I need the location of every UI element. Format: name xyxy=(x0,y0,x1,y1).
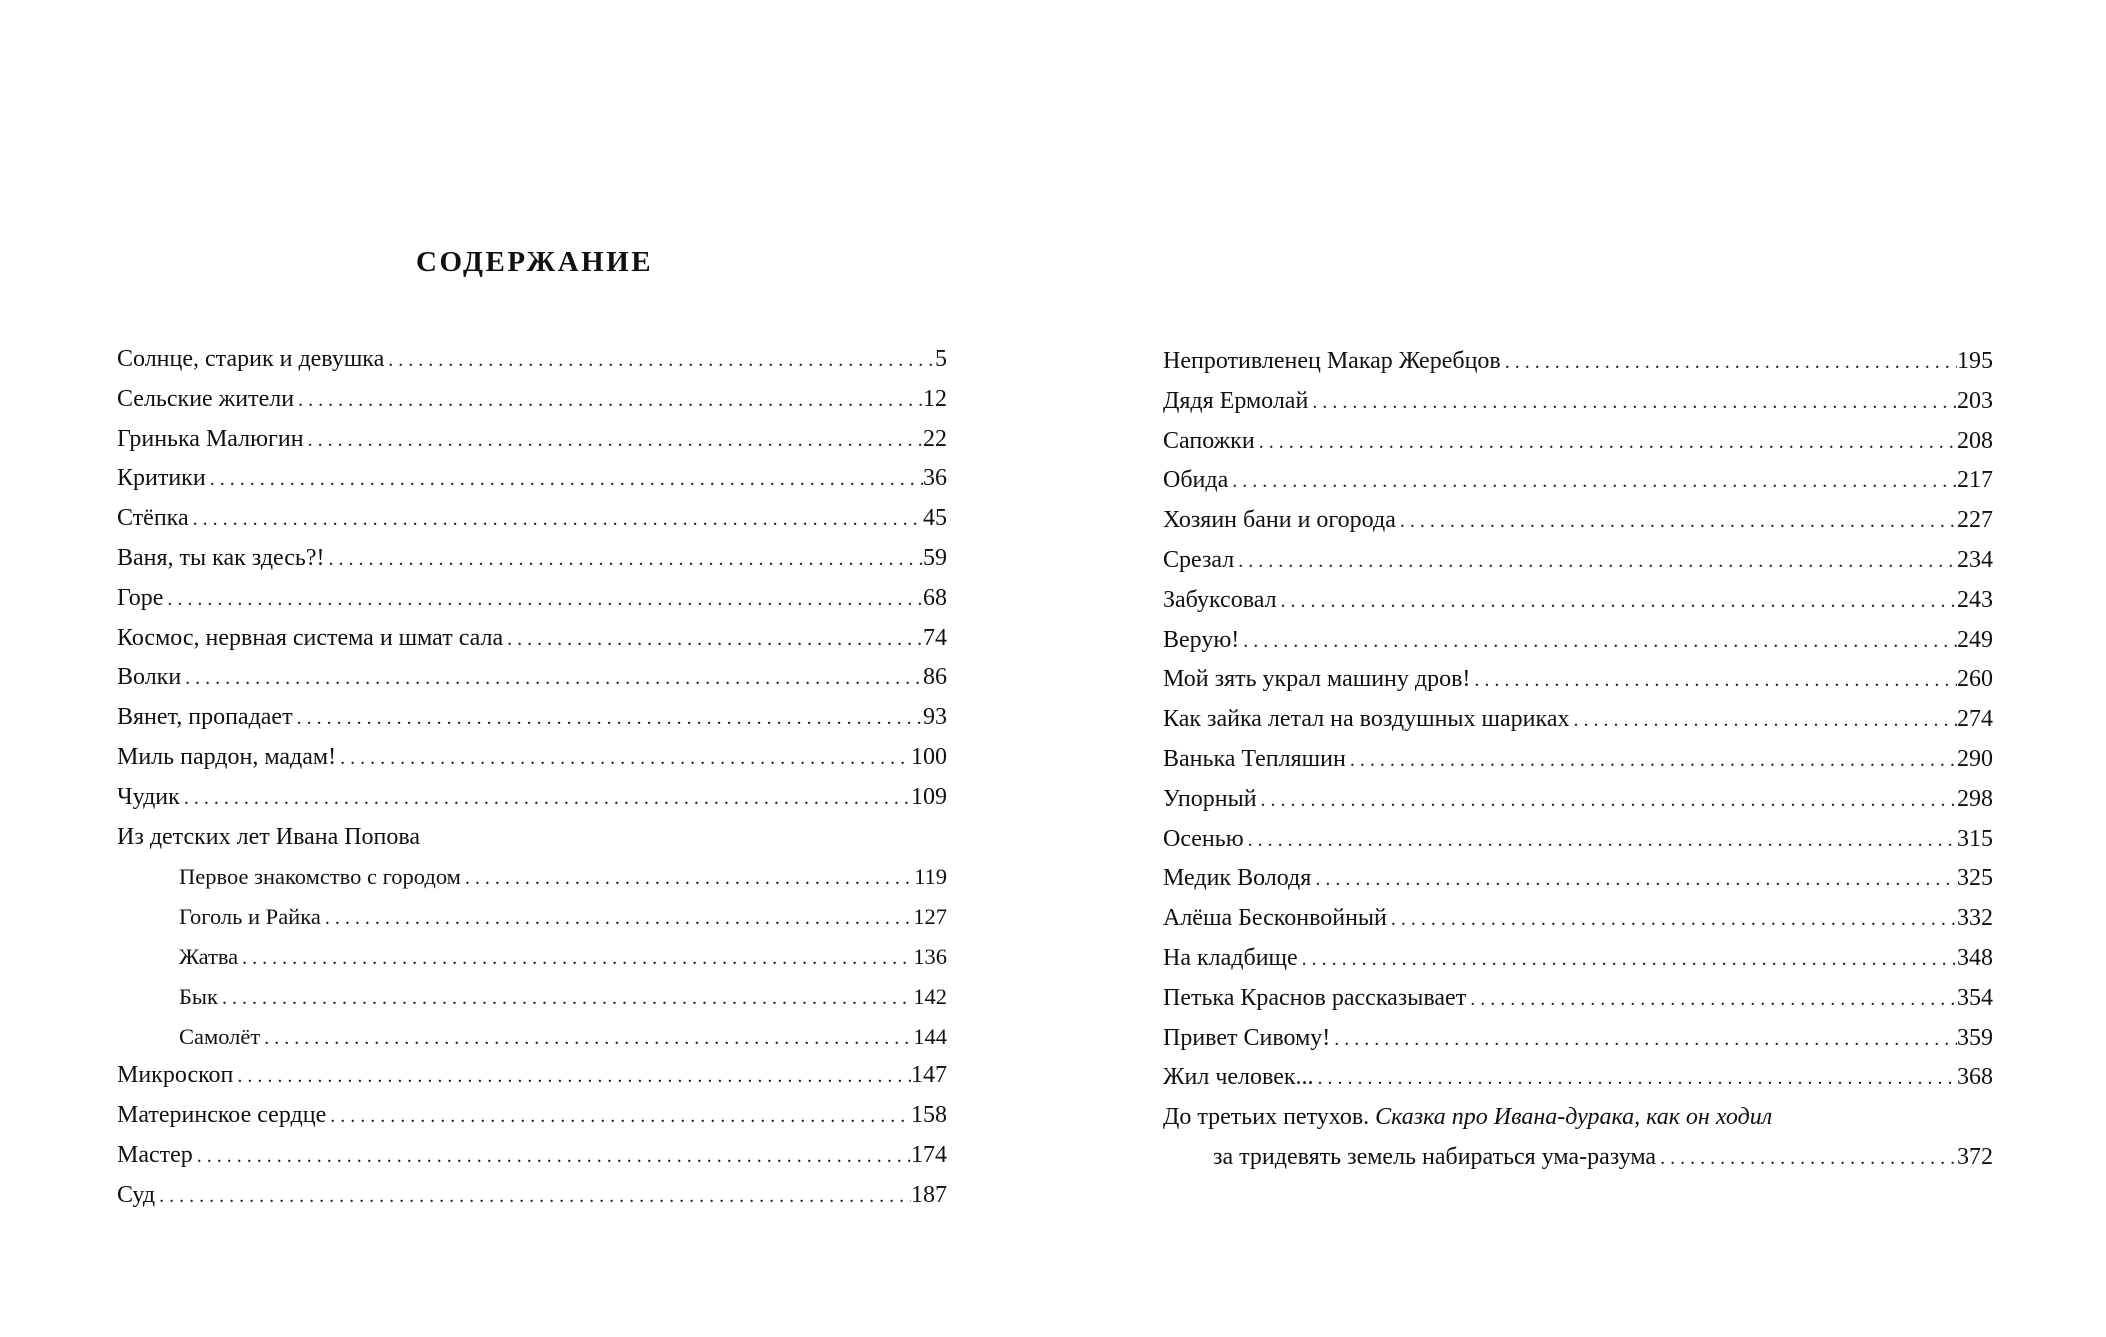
toc-entry-title: Жатва xyxy=(179,943,239,969)
toc-entry-title: Ваня, ты как здесь?! xyxy=(117,544,325,571)
toc-entry[interactable] xyxy=(117,380,947,420)
toc-page-number: 74 xyxy=(923,624,947,651)
toc-page-number: 147 xyxy=(911,1062,947,1089)
toc-page-number: 195 xyxy=(1957,348,1993,374)
toc-page-number: 274 xyxy=(1957,706,1993,733)
toc-page-number: 325 xyxy=(1957,865,1993,892)
toc-entry-title: Осенью xyxy=(1163,825,1244,852)
toc-entry[interactable] xyxy=(117,738,947,778)
toc-entry-last-line2[interactable] xyxy=(1163,1138,1993,1178)
dot-leader xyxy=(1255,423,1957,463)
toc-entry[interactable] xyxy=(1163,740,1993,780)
dot-leader xyxy=(1308,383,1957,423)
toc-entry-title: Упорный xyxy=(1163,785,1257,812)
toc-page-number: 86 xyxy=(923,664,947,691)
dot-leader xyxy=(336,739,911,779)
dot-leader xyxy=(384,341,935,381)
dot-leader xyxy=(1396,502,1957,542)
toc-entry[interactable] xyxy=(117,1056,947,1096)
toc-entry[interactable] xyxy=(117,658,947,698)
toc-section-title: Из детских лет Ивана Попова xyxy=(117,823,421,850)
dot-leader xyxy=(326,1097,911,1137)
dot-leader xyxy=(1298,940,1957,980)
toc-entry-title: Хозяин бани и огорода xyxy=(1163,507,1396,534)
toc-entry-last-line1[interactable] xyxy=(1163,1098,1993,1138)
toc-page-number: 109 xyxy=(911,783,947,810)
dot-leader xyxy=(181,659,923,699)
toc-page-number: 315 xyxy=(1957,825,1993,852)
toc-entry-title: Забуксовал xyxy=(1163,586,1277,613)
toc-entry[interactable] xyxy=(117,1136,947,1176)
dot-leader xyxy=(1470,661,1957,701)
toc-page-number: 372 xyxy=(1957,1143,1993,1170)
dot-leader xyxy=(180,779,911,819)
dot-leader xyxy=(1277,582,1957,622)
toc-list-right xyxy=(1163,342,1993,1178)
toc-entry-title: Стёпка xyxy=(117,505,189,532)
toc-page-number: 36 xyxy=(923,465,947,492)
toc-page-number: 227 xyxy=(1957,507,1993,534)
toc-entry-title: Гринька Малюгин xyxy=(117,425,304,452)
toc-entry-title: Сельские жители xyxy=(117,385,295,412)
toc-entry[interactable] xyxy=(1163,700,1993,740)
dot-leader xyxy=(1501,343,1957,383)
toc-entry-title: На кладбище xyxy=(1163,944,1298,971)
toc-entry-title: Бык xyxy=(179,983,218,1009)
toc-subentry[interactable] xyxy=(117,937,947,977)
toc-entry-subtitle: Сказка про Ивана-дурака, как он ходил xyxy=(1375,1104,1773,1131)
toc-entry-title: Петька Краснов рассказывает xyxy=(1163,984,1467,1011)
toc-section-heading xyxy=(117,818,947,858)
toc-list-left xyxy=(117,340,947,1216)
toc-entry[interactable] xyxy=(117,698,947,738)
toc-entry[interactable] xyxy=(117,420,947,460)
toc-page-number: 12 xyxy=(923,385,947,412)
toc-subentry[interactable] xyxy=(117,857,947,897)
toc-page-number: 187 xyxy=(911,1181,947,1208)
toc-entry[interactable] xyxy=(1163,820,1993,860)
toc-entry-title: Привет Сивому! xyxy=(1163,1024,1331,1051)
toc-page-number: 368 xyxy=(1957,1064,1993,1091)
dot-leader xyxy=(1387,900,1957,940)
dot-leader xyxy=(218,979,913,1019)
dot-leader xyxy=(304,421,923,461)
toc-entry[interactable] xyxy=(117,619,947,659)
toc-entry[interactable] xyxy=(117,499,947,539)
toc-page-number: 45 xyxy=(923,505,947,532)
toc-entry-title: Дядя Ермолай xyxy=(1163,387,1309,414)
toc-entry-title: Горе xyxy=(117,584,164,611)
toc-entry[interactable] xyxy=(117,459,947,499)
dot-leader xyxy=(260,1019,913,1059)
toc-entry[interactable] xyxy=(1163,780,1993,820)
dot-leader xyxy=(193,1137,911,1177)
toc-entry[interactable] xyxy=(1163,1058,1993,1098)
toc-entry-title: Ванька Тепляшин xyxy=(1163,745,1346,772)
toc-page-number: 127 xyxy=(913,904,947,930)
toc-page-number: 100 xyxy=(911,743,947,770)
toc-title: СОДЕРЖАНИЕ xyxy=(416,246,654,278)
dot-leader xyxy=(1569,701,1957,741)
toc-entry-title: Космос, нервная система и шмат сала xyxy=(117,624,504,651)
dot-leader xyxy=(503,620,923,660)
dot-leader xyxy=(1314,1059,1957,1099)
toc-entry-title: Сапожки xyxy=(1163,427,1255,454)
toc-entry[interactable] xyxy=(1163,899,1993,939)
toc-entry-title: Микроскоп xyxy=(117,1062,234,1089)
toc-entry-title: Непротивленец Макар Жеребцов xyxy=(1163,348,1501,374)
toc-entry[interactable] xyxy=(1163,501,1993,541)
toc-entry-title: Вянет, пропадает xyxy=(117,704,293,731)
dot-leader xyxy=(1244,821,1957,861)
dot-leader xyxy=(189,500,923,540)
dot-leader xyxy=(233,1057,911,1097)
toc-entry[interactable] xyxy=(1163,382,1993,422)
toc-entry[interactable] xyxy=(117,579,947,619)
toc-page-number: 249 xyxy=(1957,626,1993,653)
toc-page-number: 234 xyxy=(1957,546,1993,573)
toc-entry[interactable] xyxy=(1163,541,1993,581)
toc-entry-title: Мой зять украл машину дров! xyxy=(1163,666,1471,693)
toc-page-number: 144 xyxy=(913,1023,947,1049)
dot-leader xyxy=(1234,542,1957,582)
toc-entry-title: Гоголь и Райка xyxy=(179,904,321,930)
toc-entry-title: Жил человек... xyxy=(1163,1064,1314,1091)
toc-subentry[interactable] xyxy=(117,977,947,1017)
toc-entry-title: Медик Володя xyxy=(1163,865,1312,892)
toc-subentry[interactable] xyxy=(117,1017,947,1057)
toc-page-number: 348 xyxy=(1957,944,1993,971)
dot-leader xyxy=(1311,860,1957,900)
toc-entry[interactable] xyxy=(1163,621,1993,661)
toc-page-number: 119 xyxy=(914,864,947,890)
dot-leader xyxy=(1346,741,1957,781)
toc-page-number: 136 xyxy=(913,943,947,969)
dot-leader xyxy=(321,899,913,939)
toc-page-number: 260 xyxy=(1957,666,1993,693)
toc-entry[interactable] xyxy=(117,1096,947,1136)
dot-leader xyxy=(325,540,923,580)
toc-entry[interactable] xyxy=(1163,342,1993,382)
toc-page-number: 174 xyxy=(911,1141,947,1168)
dot-leader xyxy=(163,580,923,620)
toc-page-number: 68 xyxy=(923,584,947,611)
dot-leader xyxy=(461,859,914,899)
toc-entry[interactable] xyxy=(1163,859,1993,899)
toc-page-number: 208 xyxy=(1957,427,1993,454)
toc-subentry[interactable] xyxy=(117,897,947,937)
toc-entry[interactable] xyxy=(117,539,947,579)
toc-entry-title: Самолёт xyxy=(179,1023,261,1049)
toc-entry[interactable] xyxy=(1163,461,1993,501)
toc-entry-title: Первое знакомство с городом xyxy=(179,864,461,890)
dot-leader xyxy=(155,1177,911,1217)
toc-entry-title: Миль пардон, мадам! xyxy=(117,743,337,770)
toc-page-number: 59 xyxy=(923,544,947,571)
toc-entry-title: Волки xyxy=(117,664,182,691)
right-page xyxy=(1053,0,2106,1337)
toc-entry-title: Алёша Бесконвойный xyxy=(1163,905,1387,932)
dot-leader xyxy=(294,381,923,421)
toc-entry[interactable] xyxy=(117,340,947,380)
dot-leader xyxy=(1330,1020,1957,1060)
toc-entry-subtitle-continued: за тридевять земель набираться ума-разума xyxy=(1213,1143,1657,1170)
toc-entry[interactable] xyxy=(1163,939,1993,979)
dot-leader xyxy=(1257,781,1957,821)
toc-entry-title: Материнское сердце xyxy=(117,1102,327,1129)
dot-leader xyxy=(293,699,923,739)
toc-entry[interactable] xyxy=(1163,1019,1993,1059)
toc-page-number: 93 xyxy=(923,704,947,731)
toc-entry-title: Мастер xyxy=(117,1141,193,1168)
toc-page-number: 359 xyxy=(1957,1024,1993,1051)
toc-entry-title: Критики xyxy=(117,465,206,492)
dot-leader xyxy=(1228,462,1957,502)
toc-page-number: 332 xyxy=(1957,905,1993,932)
toc-entry-title: Суд xyxy=(117,1181,156,1208)
toc-entry-title xyxy=(1163,1098,1772,1138)
dot-leader xyxy=(1656,1139,1957,1179)
dot-leader xyxy=(1239,622,1957,662)
toc-entry[interactable] xyxy=(1163,581,1993,621)
toc-entry[interactable] xyxy=(117,778,947,818)
toc-page-number: 158 xyxy=(911,1102,947,1129)
toc-page-number: 217 xyxy=(1957,467,1993,494)
toc-page-number: 203 xyxy=(1957,387,1993,414)
toc-page-number: 354 xyxy=(1957,984,1993,1011)
toc-entry[interactable] xyxy=(1163,660,1993,700)
toc-entry[interactable] xyxy=(1163,422,1993,462)
toc-entry-title: Обида xyxy=(1163,467,1229,494)
toc-entry[interactable] xyxy=(1163,979,1993,1019)
toc-page-number: 5 xyxy=(935,346,947,372)
toc-page-number: 22 xyxy=(923,425,947,452)
dot-leader xyxy=(206,460,923,500)
toc-entry-title: Как зайка летал на воздушных шариках xyxy=(1163,706,1570,733)
toc-entry-main-title: До третьих петухов. xyxy=(1163,1104,1370,1131)
toc-entry[interactable] xyxy=(117,1176,947,1216)
dot-leader xyxy=(1466,980,1957,1020)
toc-entry-title: Срезал xyxy=(1163,546,1235,573)
toc-entry-title: Солнце, старик и девушка xyxy=(117,346,385,372)
toc-page-number: 142 xyxy=(913,983,947,1009)
toc-entry-title: Чудик xyxy=(117,783,180,810)
toc-page-number: 298 xyxy=(1957,785,1993,812)
dot-leader xyxy=(238,939,913,979)
toc-page-number: 290 xyxy=(1957,745,1993,772)
toc-entry-title: Верую! xyxy=(1163,626,1240,653)
toc-page-number: 243 xyxy=(1957,586,1993,613)
